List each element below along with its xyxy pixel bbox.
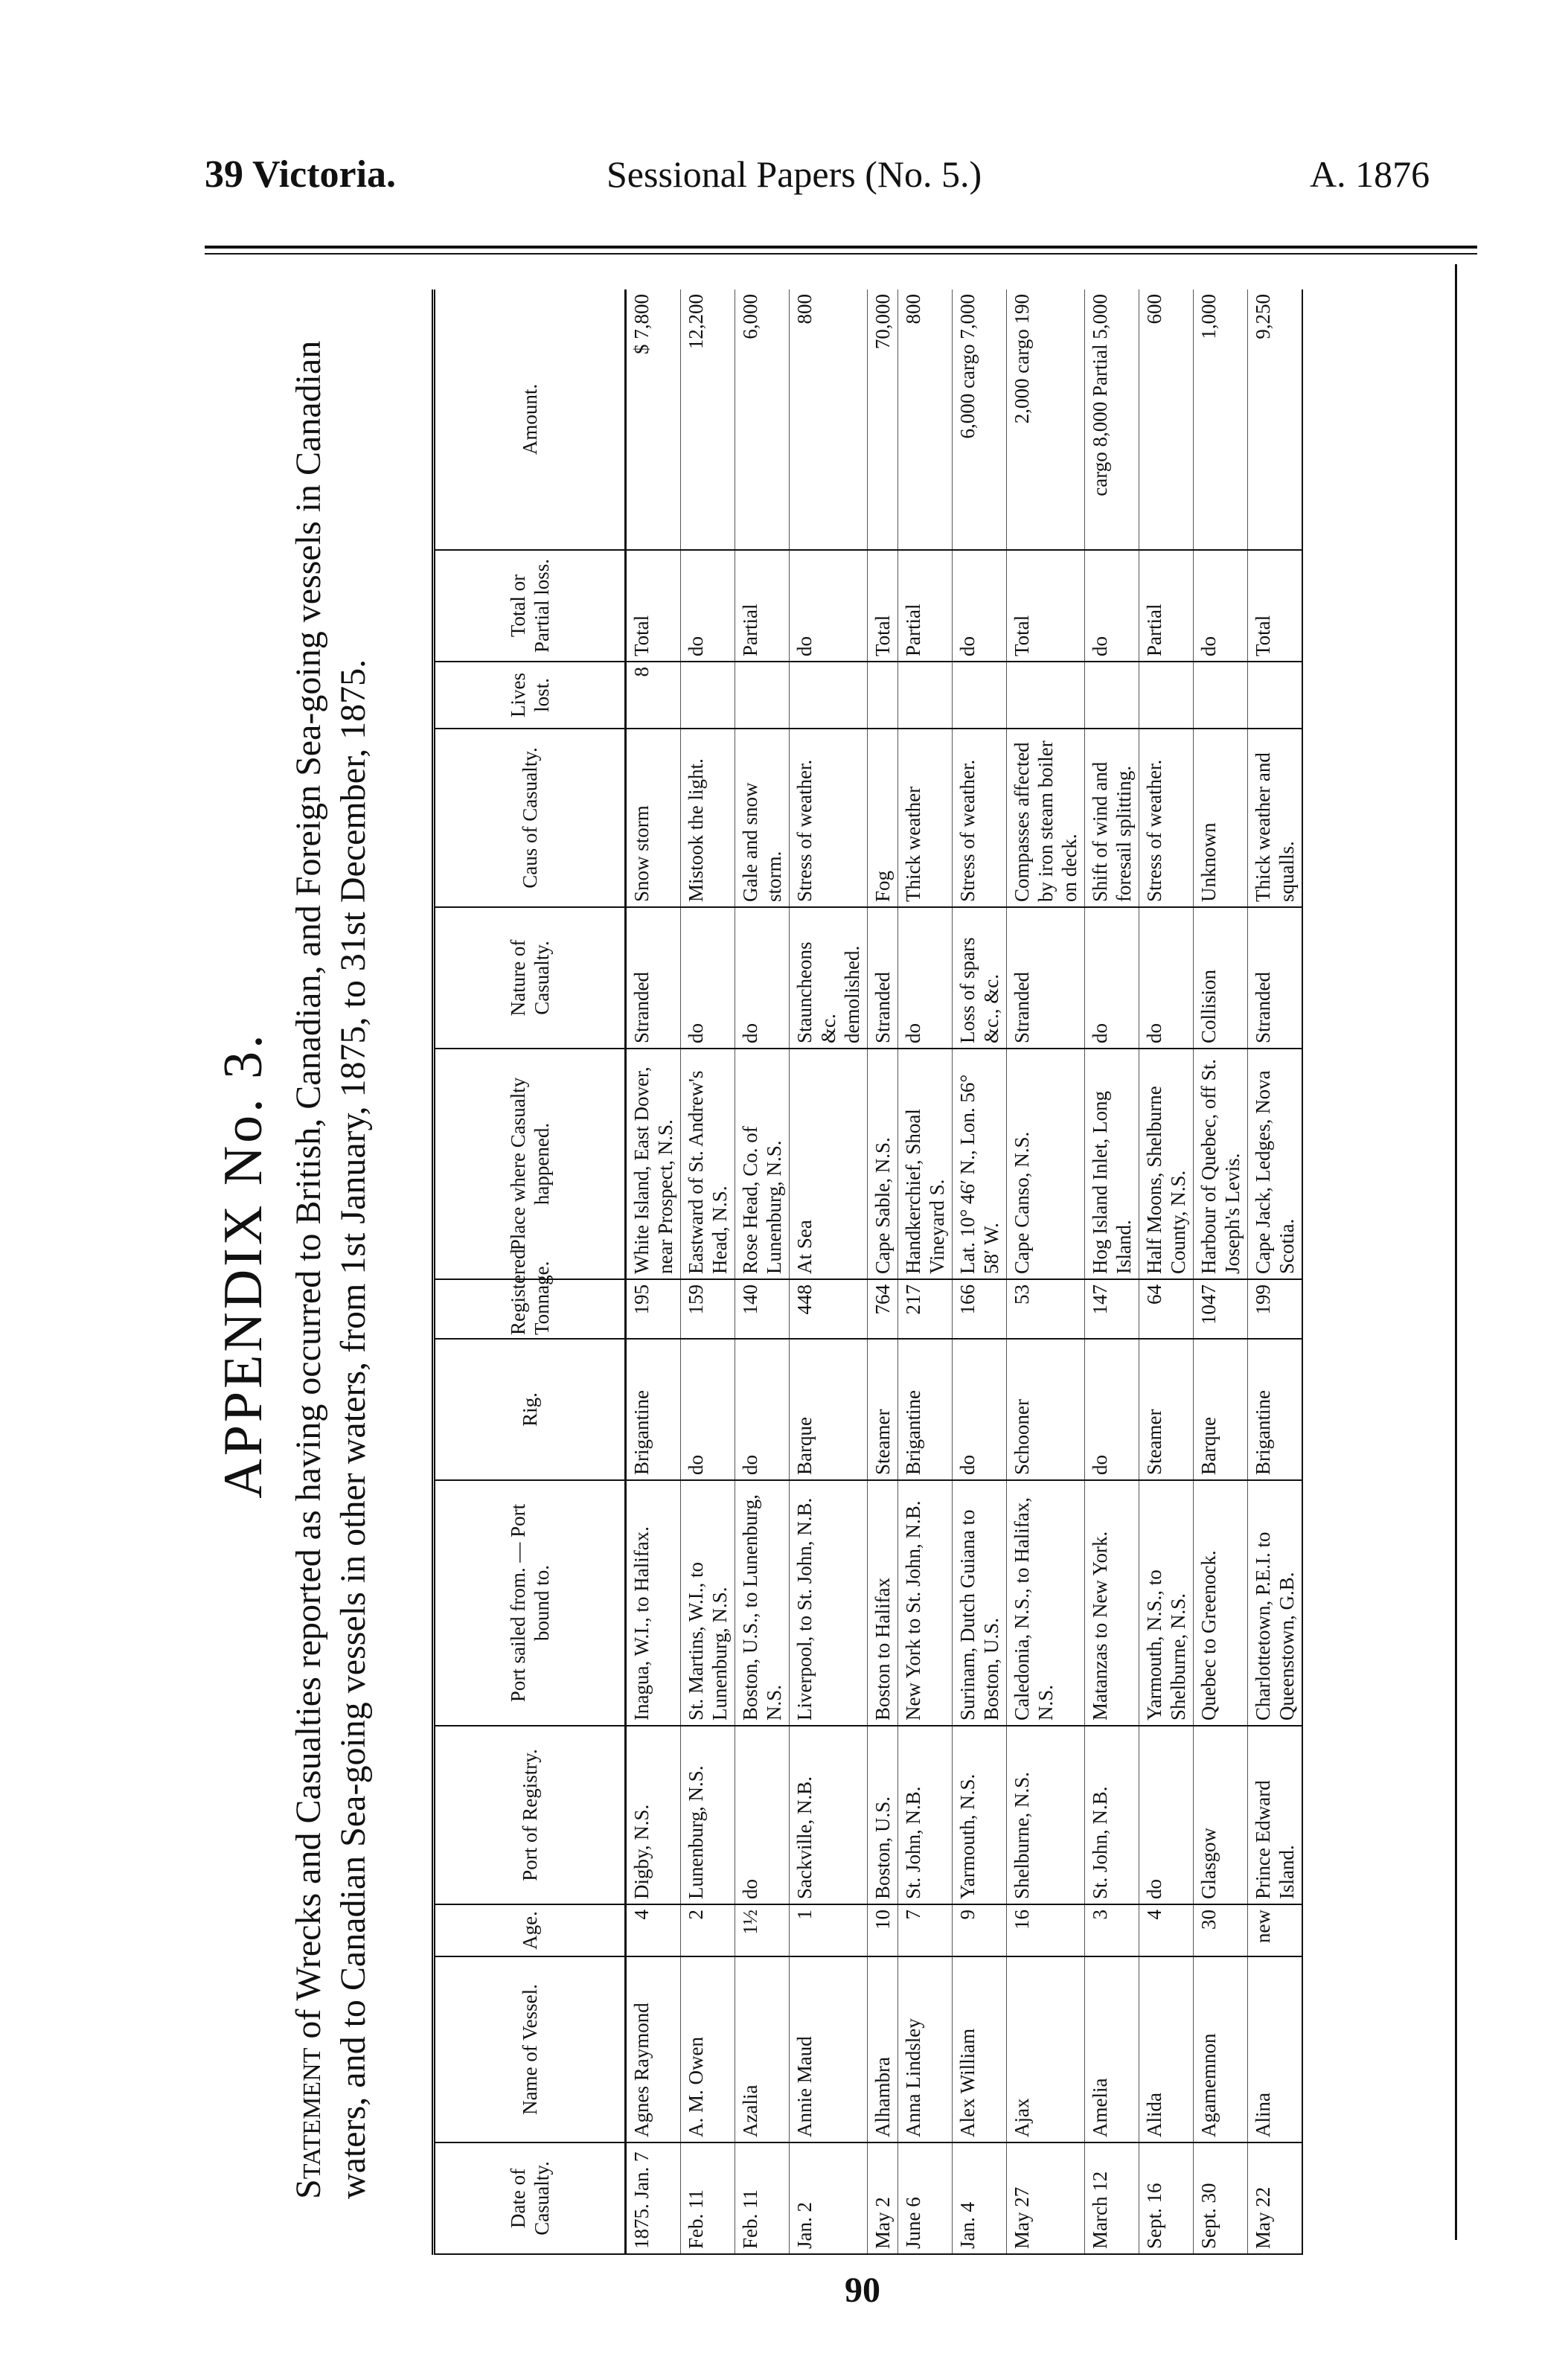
col-header-nature: Nature of Casualty.	[434, 907, 626, 1049]
table-cell: St. John, N.B.	[898, 1726, 953, 1904]
table-cell: 4	[1139, 1904, 1194, 1956]
table-cell: Boston, U.S., to Lunenburg, N.S.	[735, 1480, 790, 1726]
page-number: 90	[845, 2270, 880, 2310]
table-cell: 1	[790, 1904, 868, 1956]
table-cell: Amelia	[1085, 1956, 1139, 2142]
table-cell: do	[1139, 907, 1194, 1049]
table-cell: Lunenburg, N.S.	[681, 1726, 735, 1904]
col-header-cause: Caus of Casualty.	[434, 729, 626, 907]
table-cell: Unknown	[1194, 729, 1248, 907]
table-cell: do	[790, 550, 868, 662]
table-cell: Inagua, W.I., to Halifax.	[626, 1480, 681, 1726]
table-cell: Stress of weather.	[790, 729, 868, 907]
statement-paragraph	[287, 294, 376, 2199]
table-cell: 1047	[1194, 1279, 1248, 1339]
table-cell: Agamemnon	[1194, 1956, 1248, 2142]
table-cell: do	[953, 1339, 1007, 1480]
table-cell	[1248, 662, 1303, 729]
table-cell: June 6	[898, 2142, 953, 2254]
table-cell: do	[681, 907, 735, 1049]
table-cell: Stranded	[626, 907, 681, 1049]
table-cell: Boston to Halifax	[868, 1480, 898, 1726]
table-cell: Handkerchief, Shoal Vineyard S.	[898, 1049, 953, 1279]
table-cell: Stauncheons &c. demolished.	[790, 907, 868, 1049]
table-cell: Matanzas to New York.	[1085, 1480, 1139, 1726]
table-cell: Alhambra	[868, 1956, 898, 2142]
table-cell: 12,200	[681, 289, 735, 550]
table-cell: Brigantine	[626, 1339, 681, 1480]
statement-text: of Wrecks and Casualties reported as having occurred to British, Canadian, and Foreign Sea-going vessels in Canadian waters, and to Canadian Sea-going vessels in other waters, from 1st January, 1875, to 31st December, 1875.	[289, 340, 373, 2199]
col-header-rig: Rig.	[434, 1339, 626, 1480]
table-cell: May 22	[1248, 2142, 1303, 2254]
table-cell: do	[1139, 1726, 1194, 1904]
table-cell: 800	[790, 289, 868, 550]
table-cell: Rose Head, Co. of Lunenburg, N.S.	[735, 1049, 790, 1279]
table-cell: 1875. Jan. 7	[626, 2142, 681, 2254]
table-cell	[735, 662, 790, 729]
table-cell	[953, 662, 1007, 729]
table-cell: 10	[868, 1904, 898, 1956]
col-header-lives: Lives lost.	[434, 662, 626, 729]
table-cell	[898, 662, 953, 729]
statement-lead: Statement	[289, 2047, 328, 2199]
table-cell: Schooner	[1007, 1339, 1085, 1480]
table-cell: do	[898, 907, 953, 1049]
table-cell: do	[735, 1726, 790, 1904]
table-cell: 6,000	[735, 289, 790, 550]
table-row	[898, 289, 953, 2254]
table-cell: Sept. 30	[1194, 2142, 1248, 2254]
table-cell: do	[1085, 1339, 1139, 1480]
table-cell: 4	[626, 1904, 681, 1956]
table-cell: Quebec to Greenock.	[1194, 1480, 1248, 1726]
table-cell: May 27	[1007, 2142, 1085, 2254]
table-cell: Partial	[898, 550, 953, 662]
table-cell: Snow storm	[626, 729, 681, 907]
table-cell: Azalia	[735, 1956, 790, 2142]
table-cell: 3	[1085, 1904, 1139, 1956]
table-cell: Agnes Raymond	[626, 1956, 681, 2142]
table-cell: do	[1085, 550, 1139, 662]
table-cell: Stranded	[1007, 907, 1085, 1049]
table-row	[790, 289, 868, 2254]
table-cell: Cape Sable, N.S.	[868, 1049, 898, 1279]
table-cell: 9	[953, 1904, 1007, 1956]
table-header-row	[434, 289, 626, 2254]
table-cell: Jan. 2	[790, 2142, 868, 2254]
col-header-date: Date of Casualty.	[434, 2142, 626, 2254]
col-header-age: Age.	[434, 1904, 626, 1956]
table-cell: Brigantine	[1248, 1339, 1303, 1480]
table-cell: A. M. Owen	[681, 1956, 735, 2142]
col-header-port-registry: Port of Registry.	[434, 1726, 626, 1904]
table-cell: 764	[868, 1279, 898, 1339]
table-cell: Half Moons, Shelburne County, N.S.	[1139, 1049, 1194, 1279]
col-header-place: Place where Casualty happened.	[434, 1049, 626, 1279]
table-cell: 159	[681, 1279, 735, 1339]
table-cell: 140	[735, 1279, 790, 1339]
table-cell: Loss of spars &c., &c.	[953, 907, 1007, 1049]
table-cell: 1,000	[1194, 289, 1248, 550]
table-cell: Alida	[1139, 1956, 1194, 2142]
table-cell: Cape Jack, Ledges, Nova Scotia.	[1248, 1049, 1303, 1279]
table-row	[1194, 289, 1248, 2254]
table-cell: 64	[1139, 1279, 1194, 1339]
table-cell: Liverpool, to St. John, N.B.	[790, 1480, 868, 1726]
table-cell: Sept. 16	[1139, 2142, 1194, 2254]
table-cell: do	[1085, 907, 1139, 1049]
table-cell: Shift of wind and foresail splitting.	[1085, 729, 1139, 907]
col-header-ports: Port sailed from. — Port bound to.	[434, 1480, 626, 1726]
table-cell: 600	[1139, 289, 1194, 550]
table-cell: do	[735, 907, 790, 1049]
table-cell: Stress of weather.	[1139, 729, 1194, 907]
table-cell: Collision	[1194, 907, 1248, 1049]
table-cell: Sackville, N.B.	[790, 1726, 868, 1904]
table-row	[953, 289, 1007, 2254]
table-cell: Steamer	[868, 1339, 898, 1480]
landscape-page	[205, 260, 1470, 2270]
table-cell: Eastward of St. Andrew's Head, N.S.	[681, 1049, 735, 1279]
table-cell: 9,250	[1248, 289, 1303, 550]
table-row	[1248, 289, 1303, 2254]
table-cell: Hog Island Inlet, Long Island.	[1085, 1049, 1139, 1279]
table-cell: Partial	[735, 550, 790, 662]
table-cell: Harbour of Quebec, off St. Joseph's Levis.	[1194, 1049, 1248, 1279]
table-cell: May 2	[868, 2142, 898, 2254]
table-cell: Glasgow	[1194, 1726, 1248, 1904]
table-cell: Stress of weather.	[953, 729, 1007, 907]
table-cell: Brigantine	[898, 1339, 953, 1480]
table-cell: St. John, N.B.	[1085, 1726, 1139, 1904]
table-cell: 217	[898, 1279, 953, 1339]
table-cell: 2	[681, 1904, 735, 1956]
table-cell: Total	[1248, 550, 1303, 662]
table-cell: Prince Edward Island.	[1248, 1726, 1303, 1904]
table-row	[1085, 289, 1139, 2254]
table-cell: Anna Lindsley	[898, 1956, 953, 2142]
table-row	[735, 289, 790, 2254]
table-cell: Thick weather and squalls.	[1248, 729, 1303, 907]
table-cell: 70,000	[868, 289, 898, 550]
table-cell: do	[735, 1339, 790, 1480]
table-cell: Total	[1007, 550, 1085, 662]
table-cell: 199	[1248, 1279, 1303, 1339]
table-cell: Compasses affected by iron steam boiler on deck.	[1007, 729, 1085, 907]
table-cell	[790, 662, 868, 729]
table-cell: New York to St. John, N.B.	[898, 1480, 953, 1726]
table-cell: 53	[1007, 1279, 1085, 1339]
table-cell: Caledonia, N.S., to Halifax, N.S.	[1007, 1480, 1085, 1726]
table-cell: St. Martins, W.I., to Lunenburg, N.S.	[681, 1480, 735, 1726]
header-right: A. 1876	[1310, 153, 1430, 195]
table-cell: 166	[953, 1279, 1007, 1339]
table-cell: 1½	[735, 1904, 790, 1956]
header-rule	[205, 246, 1477, 249]
table-cell: 30	[1194, 1904, 1248, 1956]
col-header-name: Name of Vessel.	[434, 1956, 626, 2142]
table-cell: new	[1248, 1904, 1303, 1956]
table-row	[1007, 289, 1085, 2254]
header-center: Sessional Papers (No. 5.)	[607, 153, 982, 195]
table-cell: $ 7,800	[626, 289, 681, 550]
table-body	[626, 289, 1303, 2254]
table-cell: 2,000 cargo 190	[1007, 289, 1085, 550]
table-cell: do	[1194, 550, 1248, 662]
table-cell: Surinam, Dutch Guiana to Boston, U.S.	[953, 1480, 1007, 1726]
table-cell: March 12	[1085, 2142, 1139, 2254]
table-row	[868, 289, 898, 2254]
table-row	[681, 289, 735, 2254]
table-cell: 7	[898, 1904, 953, 1956]
table-cell	[1194, 662, 1248, 729]
table-cell: White Island, East Dover, near Prospect, N.S.	[626, 1049, 681, 1279]
table-cell: Total	[868, 550, 898, 662]
table-cell: Boston, U.S.	[868, 1726, 898, 1904]
table-cell: 16	[1007, 1904, 1085, 1956]
table-cell: Annie Maud	[790, 1956, 868, 2142]
table-cell: Stranded	[868, 907, 898, 1049]
table-cell: do	[953, 550, 1007, 662]
table-cell	[1085, 662, 1139, 729]
table-cell: Yarmouth, N.S.	[953, 1726, 1007, 1904]
table-cell: Charlottetown, P.E.I. to Queenstown, G.B.	[1248, 1480, 1303, 1726]
col-header-amount: Amount.	[434, 289, 626, 550]
casualties-table	[432, 289, 1303, 2255]
header-left: 39 Victoria.	[205, 153, 397, 196]
table-cell: Lat. 10° 46′ N., Lon. 56° 58′ W.	[953, 1049, 1007, 1279]
table-cell: Digby, N.S.	[626, 1726, 681, 1904]
table-cell: Cape Canso, N.S.	[1007, 1049, 1085, 1279]
table-cell	[681, 662, 735, 729]
table-cell: Mistook the light.	[681, 729, 735, 907]
table-cell: do	[681, 550, 735, 662]
table-cell: Barque	[790, 1339, 868, 1480]
margin-rule	[1455, 264, 1457, 2240]
table-cell: Barque	[1194, 1339, 1248, 1480]
table-cell: Alina	[1248, 1956, 1303, 2142]
table-cell: Fog	[868, 729, 898, 907]
table-cell: Stranded	[1248, 907, 1303, 1049]
rotated-region	[205, 260, 1470, 2270]
table-cell: 6,000 cargo 7,000	[953, 289, 1007, 550]
header-rule-thin	[205, 253, 1477, 255]
table-cell: do	[681, 1339, 735, 1480]
table-row	[626, 289, 681, 2254]
table-cell: Ajax	[1007, 1956, 1085, 2142]
table-cell: Total	[626, 550, 681, 662]
table-cell: Yarmouth, N.S., to Shelburne, N.S.	[1139, 1480, 1194, 1726]
table-cell: Partial	[1139, 550, 1194, 662]
table-cell: Jan. 4	[953, 2142, 1007, 2254]
col-header-tonnage: Registered Tonnage.	[434, 1279, 626, 1339]
table-cell: 448	[790, 1279, 868, 1339]
table-cell	[868, 662, 898, 729]
table-cell: 195	[626, 1279, 681, 1339]
table-cell: 147	[1085, 1279, 1139, 1339]
table-cell: Steamer	[1139, 1339, 1194, 1480]
table-cell	[1007, 662, 1085, 729]
table-cell	[1139, 662, 1194, 729]
table-cell: 8	[626, 662, 681, 729]
table-cell: cargo 8,000 Partial 5,000	[1085, 289, 1139, 550]
table-cell: Feb. 11	[681, 2142, 735, 2254]
appendix-title: APPENDIX No. 3.	[213, 1031, 274, 1499]
table-cell: At Sea	[790, 1049, 868, 1279]
col-header-loss: Total or Partial loss.	[434, 550, 626, 662]
table-cell: Thick weather	[898, 729, 953, 907]
table-cell: Shelburne, N.S.	[1007, 1726, 1085, 1904]
table-row	[1139, 289, 1194, 2254]
table-cell: 800	[898, 289, 953, 550]
table-cell: Alex William	[953, 1956, 1007, 2142]
table-cell: Feb. 11	[735, 2142, 790, 2254]
table-cell: Gale and snow storm.	[735, 729, 790, 907]
